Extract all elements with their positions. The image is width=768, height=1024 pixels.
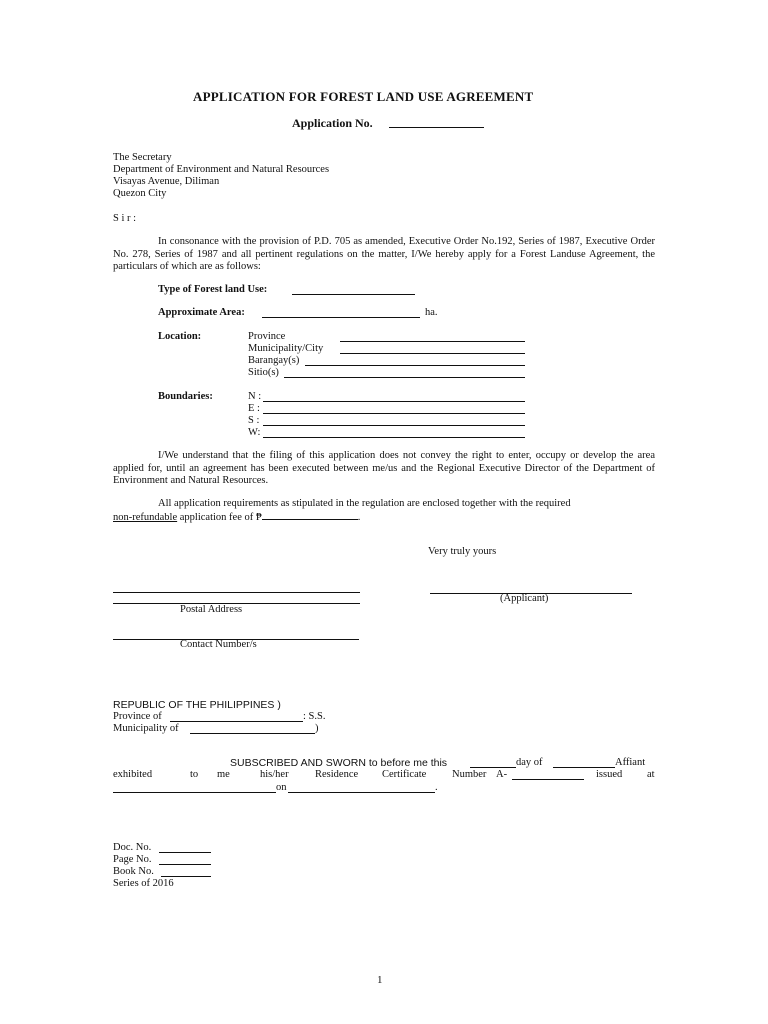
- addressee-line-1: The Secretary: [113, 152, 172, 163]
- boundary-west-label: W:: [248, 427, 261, 438]
- book-no-label: Book No.: [113, 866, 154, 877]
- day-of-label: day of: [516, 757, 543, 768]
- boundaries-label: Boundaries:: [158, 391, 213, 402]
- approximate-area-label: Approximate Area:: [158, 307, 245, 318]
- addressee-line-4: Quezon City: [113, 188, 167, 199]
- province-of-blank[interactable]: [170, 721, 303, 722]
- affiant-label: Affiant: [615, 757, 646, 768]
- a-prefix: A-: [496, 769, 508, 780]
- jurat-period: .: [435, 782, 438, 793]
- doc-no-label: Doc. No.: [113, 842, 152, 853]
- paragraph-intro: In consonance with the provision of P.D. 705 as amended, Executive Order No.192, Series of 1987, Executive Order No. 278, Series of 1987 and all pertinent regulations on the matter, I/We hereby apply for a Forest Landuse Agreement, the particulars of which are as follows:: [113, 236, 655, 272]
- province-label: Province: [248, 331, 286, 342]
- certificate-word: Certificate: [382, 769, 427, 780]
- addressee-line-3: Visayas Avenue, Diliman: [113, 176, 220, 187]
- location-label: Location:: [158, 331, 202, 342]
- closing-text: Very truly yours: [428, 546, 497, 557]
- fee-period: .: [357, 512, 361, 523]
- series-label: Series of 2016: [113, 878, 174, 889]
- type-of-use-blank[interactable]: [292, 294, 415, 295]
- municipality-label: Municipality/City: [248, 343, 324, 354]
- barangay-blank[interactable]: [305, 365, 525, 366]
- boundary-east-blank[interactable]: [263, 413, 525, 414]
- page-number: 1: [377, 974, 383, 986]
- page-no-blank[interactable]: [159, 864, 211, 865]
- ss-label: : S.S.: [303, 711, 326, 722]
- paragraph-understanding: I/We understand that the filing of this application does not convey the right to enter, occupy or develop the area applied for, until an agreement has been executed between me/us and the Regional Executive Director of the Department of Environment and Natural Resources.: [113, 450, 655, 486]
- document-title: APPLICATION FOR FOREST LAND USE AGREEMENT: [193, 89, 534, 104]
- postal-address-label: Postal Address: [180, 604, 243, 615]
- province-blank[interactable]: [340, 341, 525, 342]
- sitio-label: Sitio(s): [248, 367, 279, 378]
- certificate-number-blank[interactable]: [512, 779, 584, 780]
- issued-date-blank[interactable]: [288, 792, 435, 793]
- book-no-blank[interactable]: [161, 876, 211, 877]
- type-of-use-label: Type of Forest land Use:: [158, 284, 268, 295]
- boundary-east-label: E :: [248, 403, 260, 414]
- number-word: Number: [452, 769, 487, 780]
- municipality-of-label: Municipality of: [113, 723, 179, 734]
- on-word: on: [276, 782, 287, 793]
- boundary-south-label: S :: [248, 415, 260, 426]
- municipality-close-paren: ): [315, 723, 319, 734]
- to-word: to: [190, 769, 199, 780]
- fee-label: application fee of ₱: [179, 512, 262, 523]
- issued-word: issued: [596, 769, 623, 780]
- sitio-blank[interactable]: [284, 377, 525, 378]
- at-word: at: [647, 769, 655, 780]
- postal-address-line-1[interactable]: [113, 592, 360, 593]
- barangay-label: Barangay(s): [248, 355, 300, 366]
- non-refundable-text: non-refundable: [113, 512, 178, 523]
- area-unit: ha.: [425, 307, 438, 318]
- me-word: me: [217, 769, 230, 780]
- approximate-area-blank[interactable]: [262, 317, 420, 318]
- boundary-south-blank[interactable]: [263, 425, 525, 426]
- boundary-west-blank[interactable]: [263, 437, 525, 438]
- residence-word: Residence: [315, 769, 359, 780]
- municipality-of-blank[interactable]: [190, 733, 315, 734]
- application-number-label: Application No.: [292, 116, 373, 130]
- issued-place-blank[interactable]: [113, 792, 276, 793]
- boundary-north-blank[interactable]: [263, 401, 525, 402]
- municipality-blank[interactable]: [340, 353, 525, 354]
- month-blank[interactable]: [553, 767, 615, 768]
- fee-blank[interactable]: [262, 510, 358, 520]
- republic-heading: REPUBLIC OF THE PHILIPPINES ): [113, 699, 281, 711]
- day-blank[interactable]: [470, 767, 516, 768]
- addressee-line-2: Department of Environment and Natural Resources: [113, 164, 330, 175]
- boundary-north-label: N :: [248, 391, 262, 402]
- province-of-label: Province of: [113, 711, 162, 722]
- applicant-label: (Applicant): [500, 593, 549, 604]
- exhibited-word: exhibited: [113, 769, 153, 780]
- doc-no-blank[interactable]: [159, 852, 211, 853]
- hisher-word: his/her: [260, 769, 289, 780]
- contact-number-label: Contact Number/s: [180, 639, 257, 650]
- salutation: S i r :: [113, 213, 137, 224]
- fee-line: [113, 510, 360, 523]
- paragraph-requirements: All application requirements as stipulated in the regulation are enclosed together with the required: [158, 498, 571, 509]
- application-number-blank[interactable]: [389, 127, 484, 128]
- subscribed-text: SUBSCRIBED AND SWORN to before me this: [230, 757, 448, 769]
- page-no-label: Page No.: [113, 854, 152, 865]
